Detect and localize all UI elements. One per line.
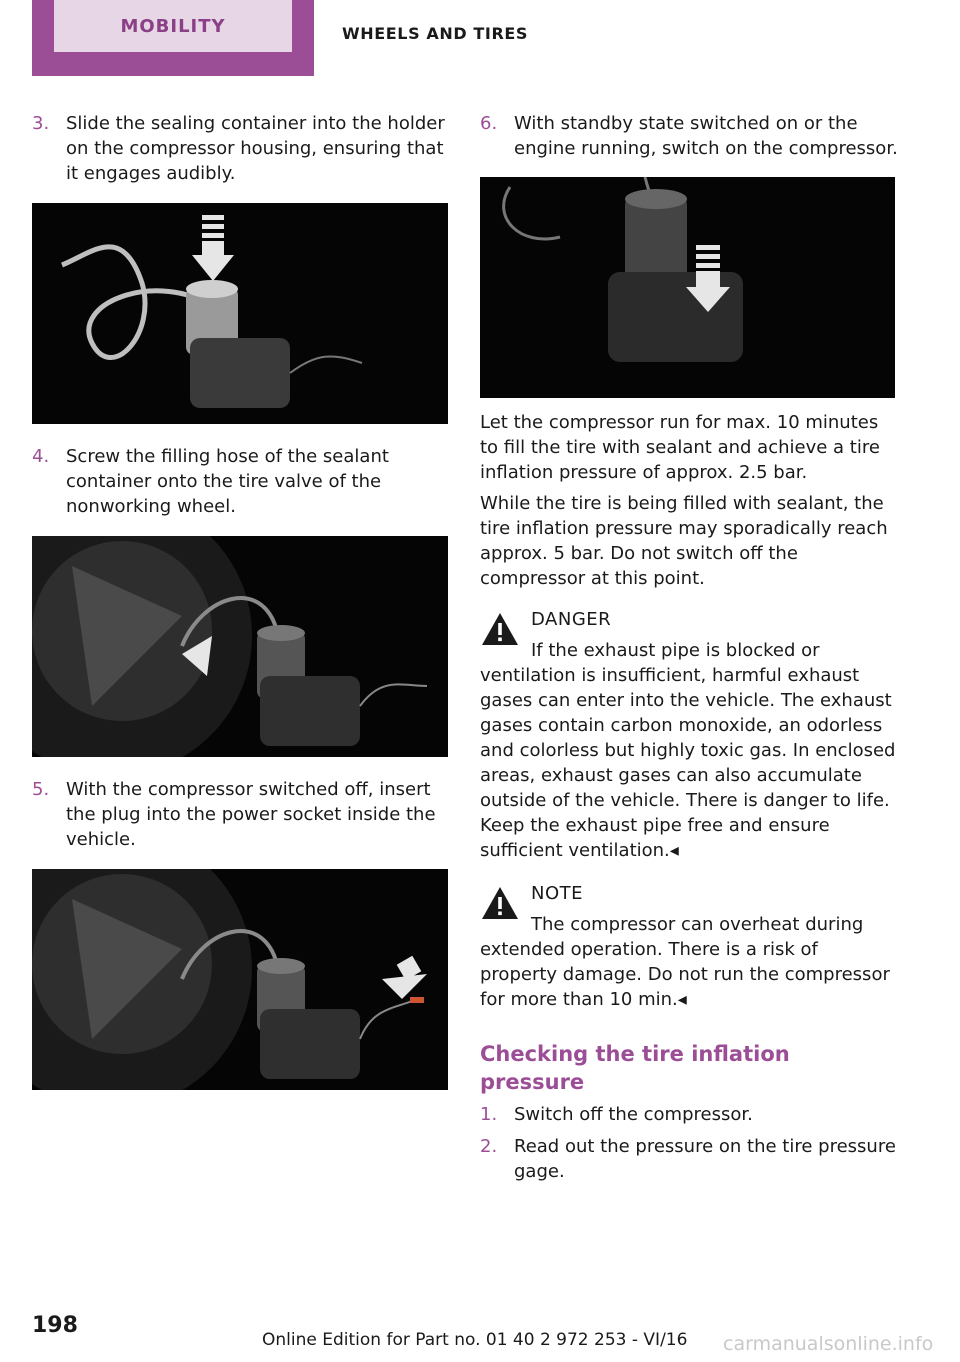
warning-triangle-icon bbox=[480, 885, 520, 921]
page-number: 198 bbox=[32, 1313, 78, 1338]
note-box bbox=[480, 881, 900, 1012]
step-number: 3. bbox=[32, 113, 50, 134]
step-text: With the compressor switched off, insert the plug into the power socket inside the vehicle. bbox=[66, 779, 436, 850]
step-5 bbox=[32, 777, 450, 852]
step-3 bbox=[32, 111, 450, 186]
header-tab bbox=[32, 0, 314, 76]
step-number: 2. bbox=[480, 1136, 498, 1157]
header-section-title: WHEELS AND TIRES bbox=[342, 24, 529, 43]
figure-plug-power-socket bbox=[32, 869, 448, 1090]
header-tab-label-box bbox=[54, 0, 292, 52]
edition-footer: Online Edition for Part no. 01 40 2 972 253 - VI/16 bbox=[262, 1330, 688, 1350]
compressor-holder-illustration bbox=[32, 203, 448, 424]
power-plug-illustration bbox=[32, 869, 448, 1090]
paragraph-run-time: Let the compressor run for max. 10 minutes to fill the tire with sealant and achieve a tire inflation pressure of approx. 2.5 bar. bbox=[480, 412, 880, 483]
step-text: Read out the pressure on the tire pressure gage. bbox=[514, 1136, 896, 1182]
danger-title: DANGER bbox=[531, 609, 612, 630]
check-step-2 bbox=[480, 1134, 900, 1184]
step-text: Switch off the compressor. bbox=[514, 1104, 753, 1125]
figure-sealant-container-holder bbox=[32, 203, 448, 424]
tire-valve-illustration bbox=[32, 536, 448, 757]
right-column bbox=[480, 111, 900, 1184]
compressor-switch-illustration bbox=[480, 177, 895, 398]
step-number: 1. bbox=[480, 1104, 498, 1125]
header-chapter: MOBILITY bbox=[120, 15, 226, 37]
step-text: With standby state switched on or the engine running, switch on the compressor. bbox=[514, 113, 898, 159]
left-column bbox=[32, 111, 450, 1090]
step-text: Slide the sealing container into the holder on the compressor housing, ensuring that it engages audibly. bbox=[66, 113, 445, 184]
check-step-1 bbox=[480, 1102, 900, 1127]
warning-triangle-icon bbox=[480, 611, 520, 647]
note-text: The compressor can overheat during extended operation. There is a risk of property damage. Do not run the compressor for more than 10 min.◂ bbox=[480, 914, 890, 1010]
step-number: 6. bbox=[480, 113, 498, 134]
watermark: carmanualsonline.info bbox=[723, 1333, 934, 1355]
danger-text: If the exhaust pipe is blocked or ventilation is insufficient, harmful exhaust gases can enter into the vehicle. The exhaust gases contain carbon monoxide, an odorless and colorless but highly toxic gas. In enclosed areas, exhaust gases can also accumulate outside of the vehicle. There is danger to life. Keep the exhaust pipe free and ensure sufficient ventilation.◂ bbox=[480, 640, 896, 861]
step-number: 5. bbox=[32, 779, 50, 800]
note-title: NOTE bbox=[531, 883, 584, 904]
figure-hose-on-tire-valve bbox=[32, 536, 448, 757]
step-6 bbox=[480, 111, 900, 161]
step-text: Screw the filling hose of the sealant container onto the tire valve of the nonworking wheel. bbox=[66, 446, 389, 517]
danger-box bbox=[480, 607, 900, 863]
step-number: 4. bbox=[32, 446, 50, 467]
step-4 bbox=[32, 444, 450, 519]
figure-switch-on-compressor bbox=[480, 177, 895, 398]
subheading-check-pressure: Checking the tire inflation pressure bbox=[480, 1042, 790, 1094]
paragraph-pressure-spike: While the tire is being filled with sealant, the tire inflation pressure may sporadically reach approx. 5 bar. Do not switch off the compressor at this point. bbox=[480, 493, 888, 589]
